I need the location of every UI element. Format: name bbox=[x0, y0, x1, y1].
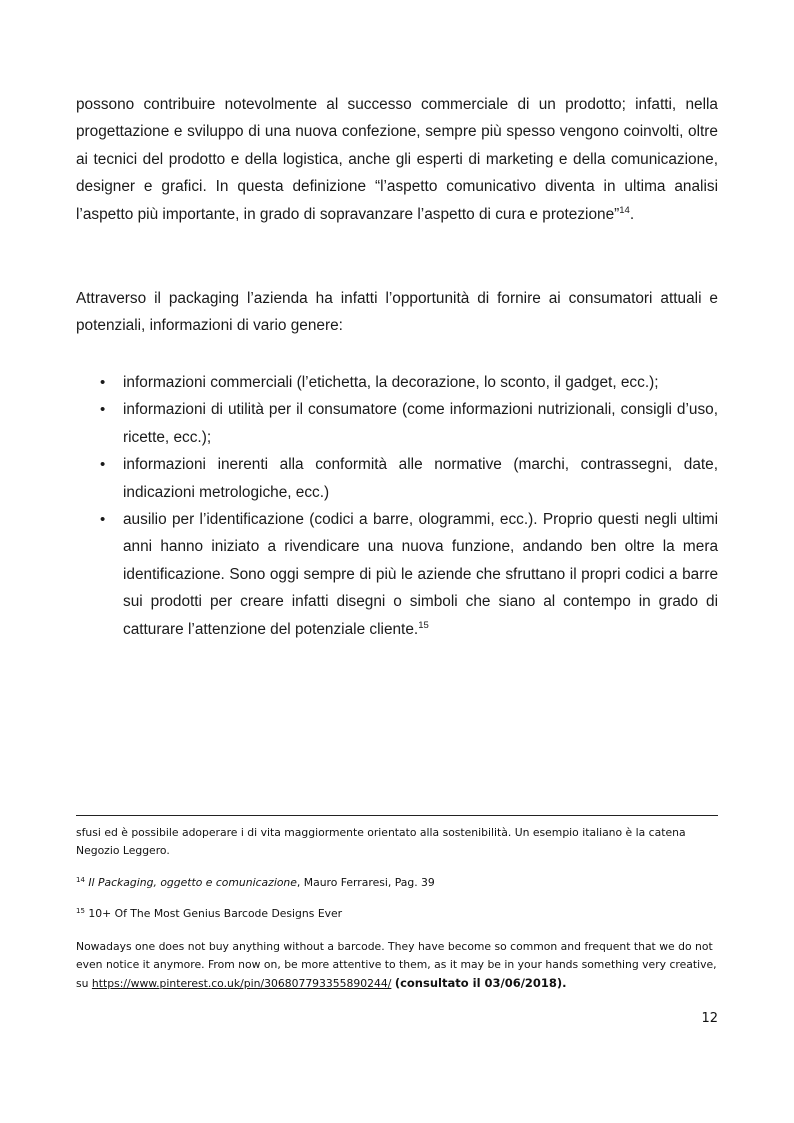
footnote-14 bbox=[76, 874, 718, 892]
footnote-ref-15[interactable]: 15 bbox=[418, 619, 429, 631]
footnote-15-body bbox=[76, 938, 718, 993]
bullet-icon: • bbox=[100, 511, 106, 529]
consultation-date: (consultato il 03/06/2018). bbox=[394, 976, 567, 990]
bullet-list bbox=[100, 369, 718, 643]
footnote-continuation: sfusi ed è possibile adoperare i di vita maggiormente orientato alla sostenibilità. Un esempio italiano è la catena Negozio Leggero. bbox=[76, 826, 686, 857]
list-item bbox=[100, 451, 718, 506]
list-item bbox=[100, 506, 718, 643]
footnote-number: 15 bbox=[76, 907, 85, 915]
pinterest-link[interactable]: https://www.pinterest.co.uk/pin/306807793355890244/ bbox=[91, 977, 392, 990]
list-item bbox=[100, 369, 718, 396]
footnote-title: 10+ Of The Most Genius Barcode Designs Ever bbox=[88, 907, 343, 920]
body-paragraph-2: Attraverso il packaging l’azienda ha infatti l’opportunità di fornire ai consumatori attuali e potenziali, informazioni di vario genere: bbox=[76, 290, 718, 335]
footnote-text: Nowadays one does not buy anything without a barcode. They have become so common and frequent that we do not even notice it anymore. From now on, be more attentive to them, as it may be in your hands something very creative, su bbox=[76, 940, 717, 990]
footnote-15 bbox=[76, 905, 718, 923]
footnote-number: 14 bbox=[76, 876, 85, 884]
footnote-text: , Mauro Ferraresi, Pag. 39 bbox=[296, 876, 435, 889]
list-item-text: informazioni commerciali (l’etichetta, la decorazione, lo sconto, il gadget, ecc.); bbox=[123, 374, 659, 391]
bullet-icon: • bbox=[100, 456, 106, 474]
paragraph-text: possono contribuire notevolmente al successo commerciale di un prodotto; infatti, nella progettazione e sviluppo di una nuova confezione, sempre più spesso vengono coinvolti, oltre ai tecnici del prodotto e della logistica, anche gli esperti di marketing e della comunicazione, designer e grafici. In questa definizione “l’aspetto comunicativo diventa in ultima analisi l’aspetto più importante, in grado di sopravanzare l’aspetto di cura e protezione” bbox=[76, 96, 718, 223]
list-item-text: informazioni inerenti alla conformità alle normative (marchi, contrassegni, date, indicazioni metrologiche, ecc.) bbox=[123, 456, 718, 501]
footnote-title: Il Packaging, oggetto e comunicazione bbox=[88, 876, 297, 889]
list-item-text: informazioni di utilità per il consumatore (come informazioni nutrizionali, consigli d’uso, ricette, ecc.); bbox=[123, 401, 718, 446]
bullet-icon: • bbox=[100, 374, 106, 391]
list-item bbox=[100, 396, 718, 451]
page-number: 12 bbox=[701, 1011, 718, 1026]
list-item-text: ausilio per l’identificazione (codici a barre, ologrammi, ecc.). Proprio questi negli ultimi anni hanno iniziato a rivendicare una nuova funzione, andando ben oltre la mera identificazione. Sono oggi sempre di più le aziende che sfruttano il propri codici a barre sui prodotti per creare infatti disegni o simboli che siano al contempo in grado di catturare l’attenzione del potenziale cliente. bbox=[123, 511, 718, 638]
footnote-separator bbox=[76, 815, 718, 816]
footnote-ref-14[interactable]: 14 bbox=[619, 204, 630, 216]
body-paragraph-1 bbox=[76, 91, 718, 228]
paragraph-end: . bbox=[629, 205, 635, 223]
bullet-icon: • bbox=[100, 401, 106, 419]
